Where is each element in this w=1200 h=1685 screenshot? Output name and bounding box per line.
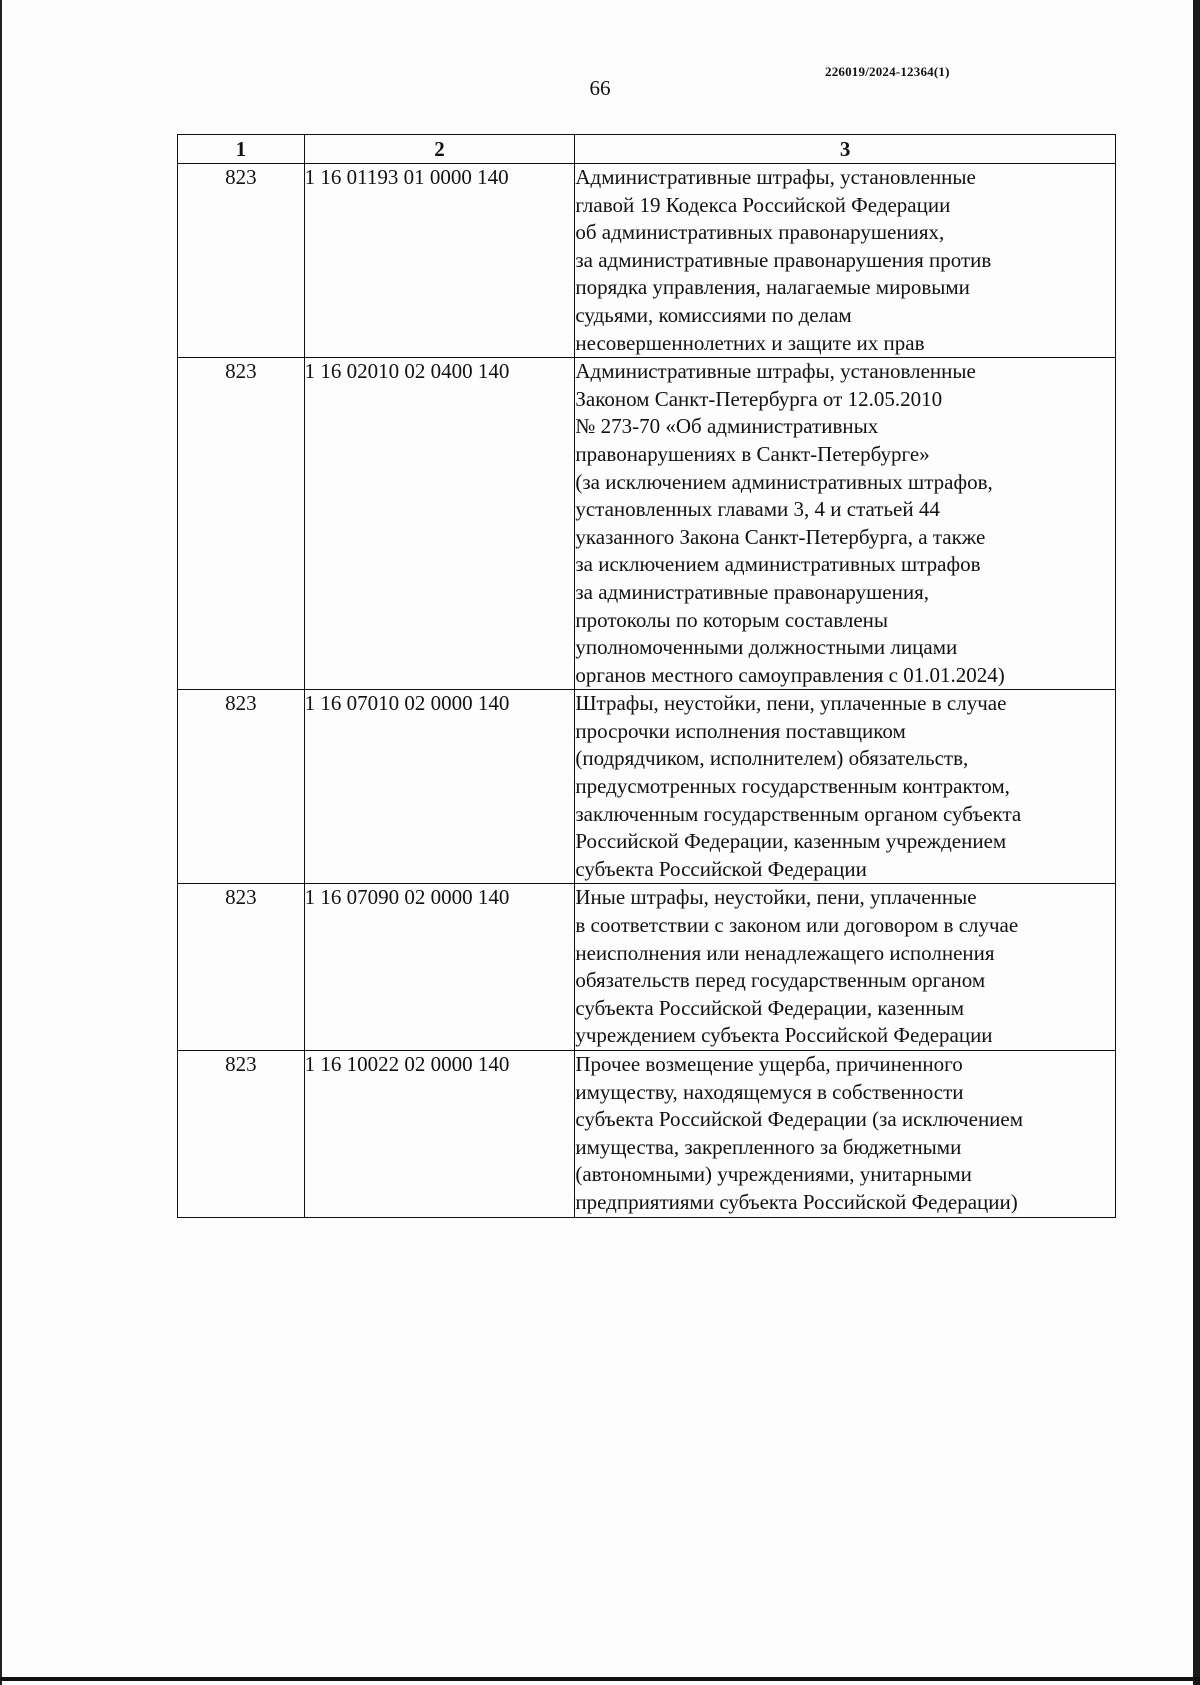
description-line: Административные штрафы, установленные xyxy=(575,359,976,384)
table-row xyxy=(178,164,1116,358)
budget-classification-code-cell: 1 16 01193 01 0000 140 xyxy=(304,164,575,358)
description-line: за административные правонарушения против xyxy=(575,247,992,272)
table-row xyxy=(178,358,1116,690)
description-line: судьями, комиссиями по делам xyxy=(575,302,852,327)
description-cell xyxy=(575,1051,1116,1218)
description-line: неисполнения или ненадлежащего исполнения xyxy=(575,940,995,965)
description-line: имущества, закрепленного за бюджетными xyxy=(575,1134,962,1159)
description-line: несовершеннолетних и защите их прав xyxy=(575,330,925,355)
description-cell xyxy=(575,690,1116,884)
description-line: правонарушениях в Санкт-Петербурге» xyxy=(575,441,930,466)
admin-code-cell: 823 xyxy=(178,358,305,690)
admin-code-cell: 823 xyxy=(178,884,305,1051)
budget-classification-code-cell: 1 16 02010 02 0400 140 xyxy=(304,358,575,690)
description-line: органов местного самоуправления с 01.01.2024) xyxy=(575,662,1005,687)
description-line: об административных правонарушениях, xyxy=(575,220,945,245)
description-line: в соответствии с законом или договором в случае xyxy=(575,913,1019,938)
scan-edge-left xyxy=(0,0,2,1685)
description-line: предприятиями субъекта Российской Федерации) xyxy=(575,1189,1018,1214)
description-line: имуществу, находящемуся в собственности xyxy=(575,1079,964,1104)
scan-edge-right xyxy=(1193,0,1200,1685)
description-line: уполномоченными должностными лицами xyxy=(575,635,958,660)
description-line: за исключением административных штрафов xyxy=(575,552,981,577)
description-line: Административные штрафы, установленные xyxy=(575,165,976,189)
description-cell xyxy=(575,164,1116,358)
table-row xyxy=(178,1051,1116,1218)
description-line: Иные штрафы, неустойки, пени, уплаченные xyxy=(575,885,977,910)
description-line: предусмотренных государственным контрактом, xyxy=(575,774,1010,799)
table-body xyxy=(178,164,1116,1218)
description-line: Российской Федерации, казенным учреждением xyxy=(575,829,1007,854)
description-line: порядка управления, налагаемые мировыми xyxy=(575,275,970,300)
description-line: установленных главами 3, 4 и статьей 44 xyxy=(575,497,940,522)
column-header-1: 1 xyxy=(178,135,305,164)
description-line: (за исключением административных штрафов, xyxy=(575,469,993,494)
budget-classification-code-cell: 1 16 10022 02 0000 140 xyxy=(304,1051,575,1218)
scan-edge-bottom xyxy=(0,1677,1200,1681)
description-line: протоколы по которым составлены xyxy=(575,607,889,632)
table-row xyxy=(178,690,1116,884)
description-line: просрочки исполнения поставщиком xyxy=(575,718,906,743)
description-line: субъекта Российской Федерации (за исключением xyxy=(575,1107,1024,1132)
table-header-row xyxy=(178,135,1116,164)
document-id: 226019/2024-12364(1) xyxy=(825,64,950,79)
page-number: 66 xyxy=(589,76,611,100)
description-line: главой 19 Кодекса Российской Федерации xyxy=(575,192,951,217)
column-header-2: 2 xyxy=(304,135,575,164)
description-line: субъекта Российской Федерации, казенным xyxy=(575,995,965,1020)
budget-classification-code-cell: 1 16 07010 02 0000 140 xyxy=(304,690,575,884)
description-line: субъекта Российской Федерации xyxy=(575,856,867,881)
admin-code-cell: 823 xyxy=(178,690,305,884)
description-line: учреждением субъекта Российской Федерации xyxy=(575,1023,993,1048)
description-line: № 273-70 «Об административных xyxy=(575,414,879,439)
description-line: Штрафы, неустойки, пени, уплаченные в случае xyxy=(575,691,1007,716)
column-header-3: 3 xyxy=(575,135,1116,164)
admin-code-cell: 823 xyxy=(178,1051,305,1218)
description-line: (автономными) учреждениями, унитарными xyxy=(575,1162,972,1187)
description-line: (подрядчиком, исполнителем) обязательств, xyxy=(575,746,969,771)
budget-classification-code-cell: 1 16 07090 02 0000 140 xyxy=(304,884,575,1051)
admin-code-cell: 823 xyxy=(178,164,305,358)
description-line: Прочее возмещение ущерба, причиненного xyxy=(575,1052,963,1076)
description-cell xyxy=(575,884,1116,1051)
description-line: заключенным государственным органом субъекта xyxy=(575,801,1022,826)
fees-table xyxy=(177,134,1116,1218)
description-line: за административные правонарушения, xyxy=(575,579,930,604)
description-line: обязательств перед государственным органом xyxy=(575,968,986,993)
description-line: Законом Санкт-Петербурга от 12.05.2010 xyxy=(575,386,943,411)
description-cell xyxy=(575,358,1116,690)
description-line: указанного Закона Санкт-Петербурга, а также xyxy=(575,524,986,549)
table-row xyxy=(178,884,1116,1051)
